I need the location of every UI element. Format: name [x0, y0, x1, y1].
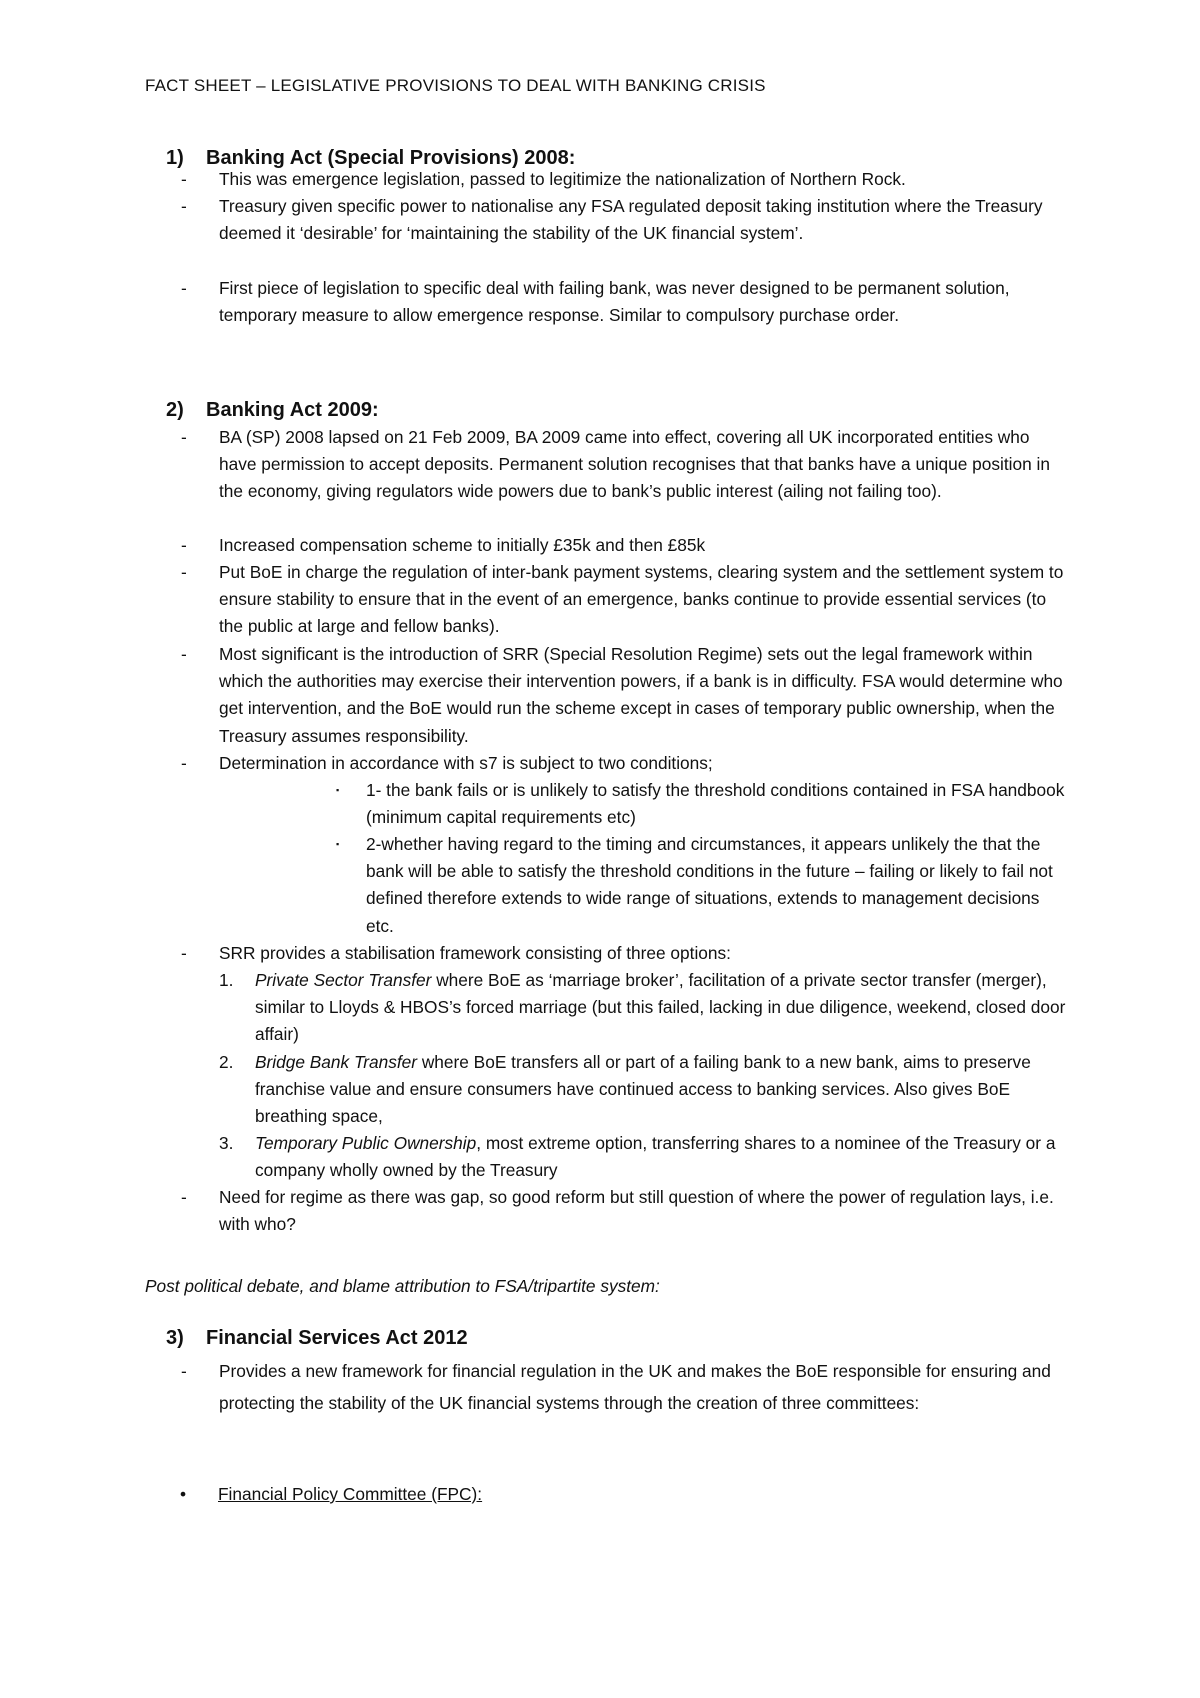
option-number: 1. — [219, 970, 234, 990]
list-item-text: Most significant is the introduction of SRR (Special Resolution Regime) sets out the legal framework within which the authorities may exercise their intervention powers, if a bank is in difficulty. FSA would determine who get intervention, and the BoE would run the scheme except in cases of temporary public ownership, when the Treasury assumes responsibility. — [219, 644, 1063, 746]
option-description: where BoE transfers all or part of a failing bank to a new bank, aims to preserve franchise value and ensure consumers have continued access to banking services. Also gives BoE breathing space, — [255, 1052, 1031, 1127]
option-name: Temporary Public Ownership — [255, 1133, 477, 1153]
committee-heading: Financial Policy Committee (FPC): — [218, 1484, 483, 1504]
list-item-text: SRR provides a stabilisation framework consisting of three options: — [219, 943, 731, 963]
dash-marker: - — [181, 562, 187, 582]
list-item-text: Increased compensation scheme to initially £35k and then £85k — [219, 535, 706, 555]
condition-text: 1- the bank fails or is unlikely to satisfy the threshold conditions contained in FSA handbook (minimum capital requirements etc) — [366, 780, 1065, 828]
option-text — [255, 1130, 1075, 1184]
dash-marker: - — [181, 1187, 187, 1207]
list-item-text: Treasury given specific power to nationalise any FSA regulated deposit taking institution where the Treasury deemed it ‘desirable’ for ‘maintaining the stability of the UK financial system’. — [219, 196, 1043, 244]
dash-marker: - — [181, 169, 187, 189]
round-bullet-icon: • — [180, 1484, 187, 1504]
list-item-text: Determination in accordance with s7 is subject to two conditions; — [219, 753, 713, 773]
list-item-text: Need for regime as there was gap, so good reform but still question of where the power of regulation lays, i.e. with who? — [219, 1187, 1054, 1235]
dash-marker: - — [181, 1361, 187, 1381]
square-bullet-icon: ▪ — [336, 785, 340, 795]
option-text — [255, 967, 1075, 1049]
section-3-heading — [166, 1327, 468, 1350]
option-name: Bridge Bank Transfer — [255, 1052, 418, 1072]
option-description: , most extreme option, transferring shares to a nominee of the Treasury or a company wholly owned by the Treasury — [255, 1133, 1056, 1181]
dash-marker: - — [181, 753, 187, 773]
section-title: Banking Act 2009: — [206, 399, 379, 421]
condition-text: 2-whether having regard to the timing and circumstances, it appears unlikely the that the bank will be able to satisfy the threshold conditions in the future – failing or likely to fail not defined therefore extends to wide range of situations, extends to management decisions etc. — [366, 834, 1053, 936]
list-item-text: Provides a new framework for financial regulation in the UK and makes the BoE responsible for ensuring and protecting the stability of the UK financial systems through the creation of three committees: — [219, 1361, 1051, 1413]
square-bullet-icon: ▪ — [336, 839, 340, 849]
dash-marker: - — [181, 535, 187, 555]
option-number: 2. — [219, 1052, 234, 1072]
list-item-text: This was emergence legislation, passed to legitimize the nationalization of Northern Rock. — [219, 169, 906, 189]
option-description: where BoE as ‘marriage broker’, facilitation of a private sector transfer (merger), similar to Lloyds & HBOS’s forced marriage (but this failed, lacking in due diligence, weekend, closed door affair) — [255, 970, 1066, 1045]
dash-marker: - — [181, 278, 187, 298]
section-number: 1) — [166, 147, 184, 169]
page-title: FACT SHEET – LEGISLATIVE PROVISIONS TO DEAL WITH BANKING CRISIS — [145, 76, 766, 95]
dash-marker: - — [181, 427, 187, 447]
dash-marker: - — [181, 196, 187, 216]
post-note: Post political debate, and blame attribution to FSA/tripartite system: — [145, 1276, 660, 1296]
option-number: 3. — [219, 1133, 234, 1153]
dash-marker: - — [181, 644, 187, 664]
section-number: 3) — [166, 1327, 184, 1349]
list-item-text: BA (SP) 2008 lapsed on 21 Feb 2009, BA 2009 came into effect, covering all UK incorporated entities who have permission to accept deposits. Permanent solution recognises that that banks have a unique position in the economy, giving regulators wide powers due to bank’s public interest (ailing not failing too). — [219, 427, 1050, 502]
section-title: Financial Services Act 2012 — [206, 1327, 468, 1349]
section-2-heading — [166, 399, 379, 422]
list-item-text: Put BoE in charge the regulation of inter-bank payment systems, clearing system and the settlement system to ensure stability to ensure that in the event of an emergence, banks continue to provide essential services (to the public at large and fellow banks). — [219, 562, 1064, 637]
option-name: Private Sector Transfer — [255, 970, 432, 990]
section-title: Banking Act (Special Provisions) 2008: — [206, 147, 576, 169]
list-item-text: First piece of legislation to specific deal with failing bank, was never designed to be permanent solution, temporary measure to allow emergence response. Similar to compulsory purchase order. — [219, 278, 1010, 326]
dash-marker: - — [181, 943, 187, 963]
section-number: 2) — [166, 399, 184, 421]
option-text — [255, 1049, 1075, 1131]
